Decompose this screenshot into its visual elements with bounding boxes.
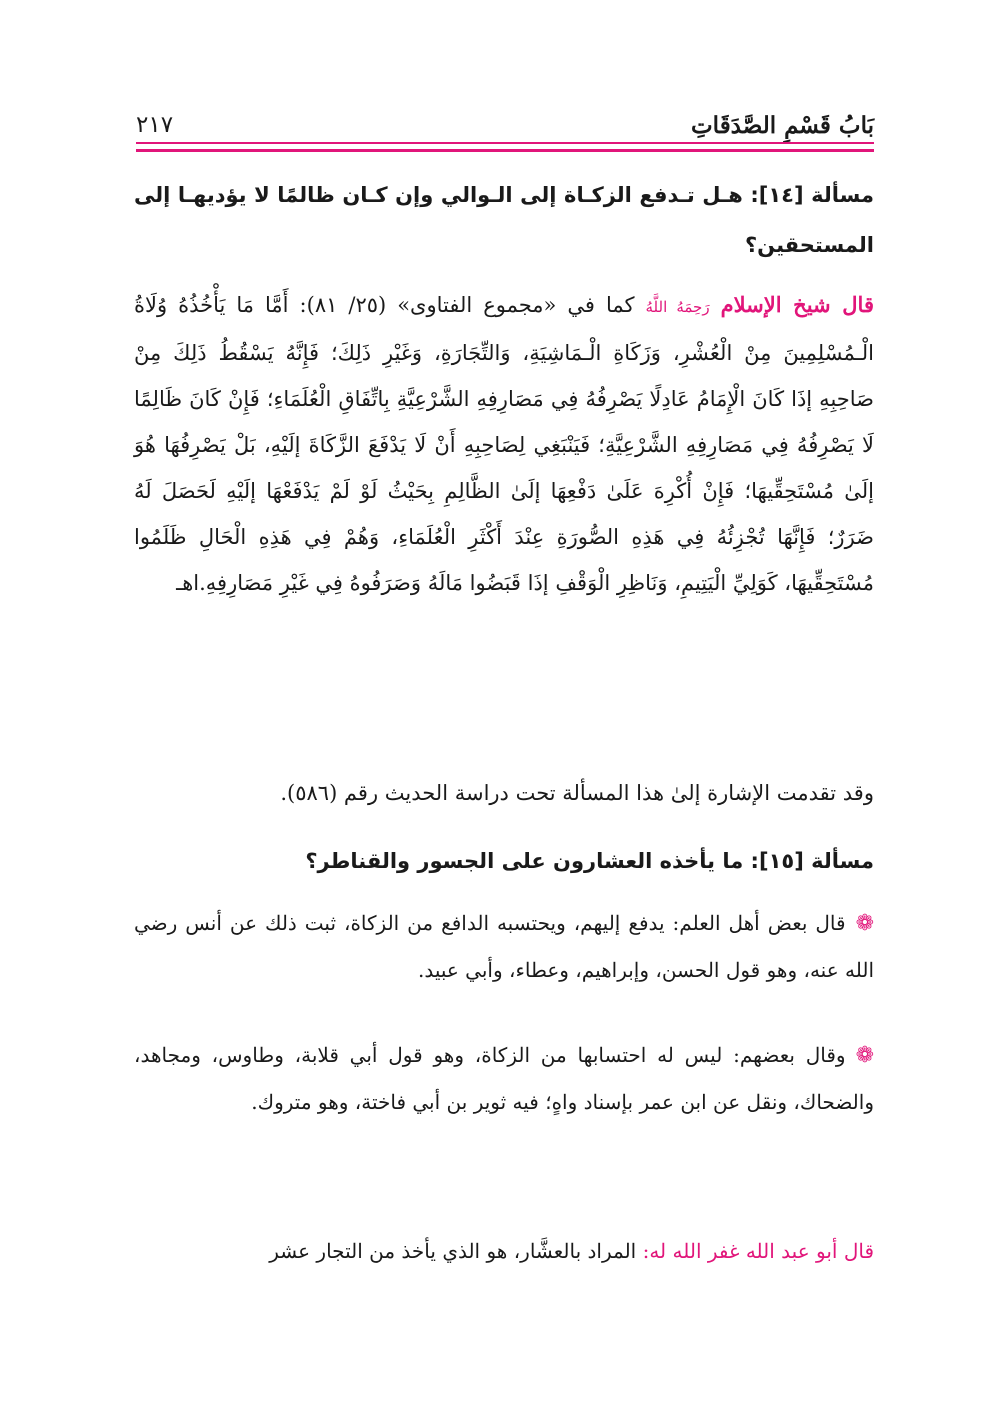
page-number: ٢١٧ <box>136 112 174 138</box>
header-divider-thick <box>136 149 874 152</box>
running-header <box>136 112 874 146</box>
flower-icon: ❁ <box>855 911 874 936</box>
list-item-text: وقال بعضهم: ليس له احتسابها من الزكاة، وهو قول أبي قلابة، وطاوس، ومجاهد، والضحاك، ونقل عن ابن عمر بإسناد واهٍ؛ فيه ثوير بن أبي فاختة، وهو متروك. <box>134 1043 874 1114</box>
header-divider <box>136 142 874 144</box>
closing-paragraph <box>134 1228 874 1274</box>
flower-icon: ❁ <box>855 1043 874 1068</box>
quote-speaker: قال شيخ الإسلام <box>720 292 874 317</box>
honorific: رَحِمَهُ اللَّهُ <box>645 298 710 316</box>
quote-text: أَمَّا مَا يَأْخُذُهُ وُلَاةُ الْـمُسْلِمِينَ مِنْ الْعُشْرِ، وَزَكَاةِ الْـمَاشِيَةِ، وَالتِّجَارَةِ، وَغَيْرِ ذَلِكَ؛ فَإِنَّهُ يَسْقُطُ ذَلِكَ مِنْ صَاحِبِهِ إذَا كَانَ الْإِمَامُ عَادِلًا يَصْرِفُهُ فِي مَصَارِفِهِ الشَّرْعِيَّةِ بِاتِّفَاقِ الْعُلَمَاءِ؛ فَإِنْ كَانَ ظَالِمًا لَا يَصْرِفُهُ فِي مَصَارِفِهِ الشَّرْعِيَّةِ؛ فَيَنْبَغِي لِصَاحِبِهِ أَنْ لَا يَدْفَعَ الزَّكَاةَ إلَيْهِ، بَلْ يَصْرِفُهَا هُوَ إلَىٰ مُسْتَحِقِّيهَا؛ فَإِنْ أُكْرِهَ عَلَىٰ دَفْعِهَا إلَىٰ الظَّالِمِ بِحَيْثُ لَوْ لَمْ يَدْفَعْهَا إلَيْهِ لَحَصَلَ لَهُ ضَرَرٌ؛ فَإِنَّهَا تُجْزِئُهُ فِي هَذِهِ الصُّورَةِ عِنْدَ أَكْثَرِ الْعُلَمَاءِ، وَهُمْ فِي هَذِهِ الْحَالِ ظَلَمُوا مُسْتَحِقِّيهَا، كَوَلِيِّ الْيَتِيمِ، وَنَاظِرِ الْوَقْفِ إذَا قَبَضُوا مَالَهُ وَصَرَفُوهُ فِي غَيْرِ مَصَارِفِهِ.اهـ <box>134 293 874 595</box>
closing-text: المراد بالعشَّار، هو الذي يأخذ من التجار عشر <box>269 1239 637 1263</box>
cross-reference-note: وقد تقدمت الإشارة إلىٰ هذا المسألة تحت دراسة الحديث رقم (٥٨٦). <box>280 781 874 805</box>
chapter-title: بَابُ قَسْمِ الصَّدَقَاتِ <box>691 112 874 139</box>
quote-source: كما في «مجموع الفتاوى» (٢٥/ ٨١): <box>299 293 635 317</box>
list-item <box>134 900 874 993</box>
list-item-text: قال بعض أهل العلم: يدفع إليهم، ويحتسبه الدافع من الزكاة، ثبت ذلك عن أنس رضي الله عنه، وهو قول الحسن، وإبراهيم، وعطاء، وأبي عبيد. <box>134 911 874 982</box>
question-15-heading: مسألة [١٥]: ما يأخذه العشارون على الجسور والقناطر؟ <box>305 849 874 873</box>
question-14-heading: مسألة [١٤]: هـل تـدفع الزكـاة إلى الـوالي وإن كـان ظالمًا لا يؤديهـا إلى المستحقين؟ <box>134 183 874 257</box>
quote-paragraph <box>134 282 874 606</box>
author-label: قال أبو عبد الله غفر الله له: <box>642 1239 874 1263</box>
list-item <box>134 1032 874 1125</box>
